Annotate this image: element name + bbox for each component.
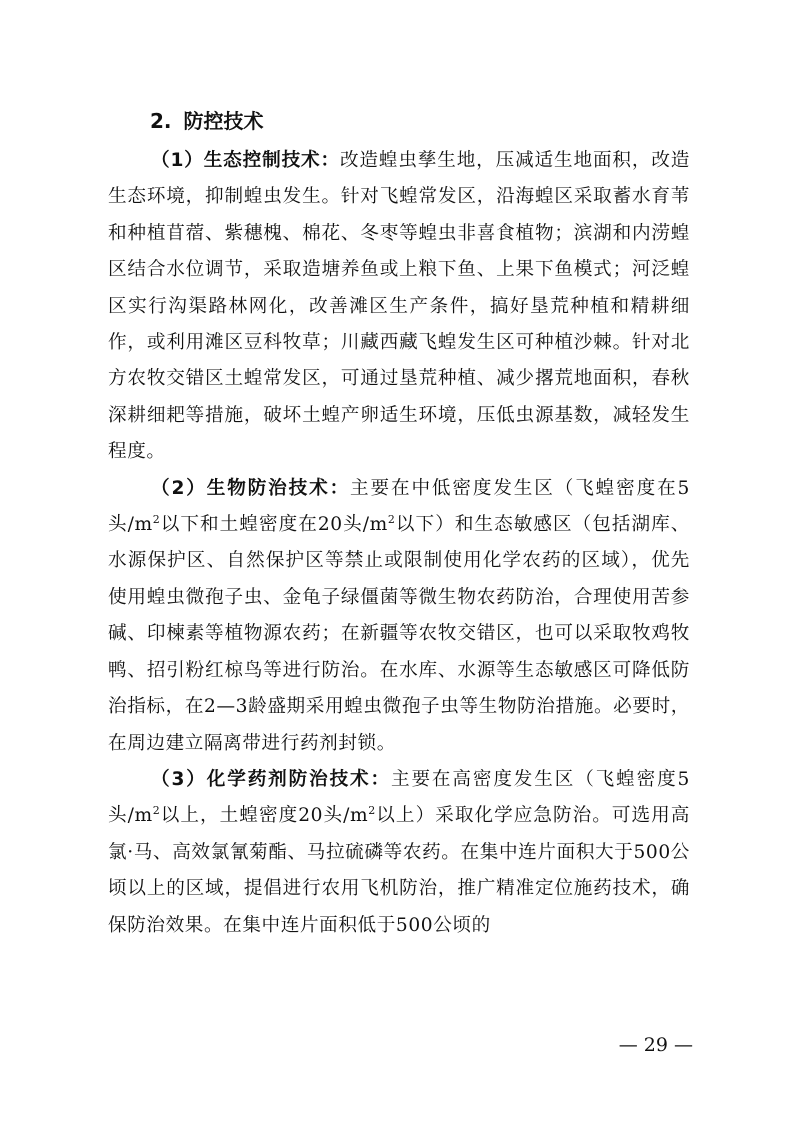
- paragraph-text: 主要在中低密度发生区（飞蝗密度在5头/m: [108, 477, 690, 536]
- paragraph-lead: （1）生态控制技术：: [151, 150, 340, 171]
- page-number: — 29 —: [618, 1034, 693, 1056]
- paragraph-text: 以上，土蝗密度20头/m: [160, 805, 369, 827]
- paragraph-chemical-control: [108, 762, 690, 944]
- paragraph-lead: （2）生物防治技术：: [151, 477, 351, 499]
- paragraph-text: 以下）和生态敏感区（包括湖库、水源保护区、自然保护区等禁止或限制使用化学农药的区域），优先使用蝗虫微孢子虫、金龟子绿僵菌等微生物农药防治，合理使用苦参碱、印楝素等植物源农药；在新疆等农牧交错区，也可以采取牧鸡牧鸭、招引粉红椋鸟等进行防治。在水库、水源等生态敏感区可降低防治指标，在2—3龄盛期采用蝗虫微孢子虫等生物防治措施。必要时，在周边建立隔离带进行药剂封锁。: [108, 514, 690, 754]
- superscript: 2: [152, 804, 161, 818]
- paragraph-text: 主要在高密度发生区（飞蝗密度5头/m: [108, 768, 690, 827]
- section-heading: [150, 106, 264, 136]
- superscript: 2: [387, 513, 396, 527]
- paragraph-ecological-control: [108, 143, 690, 471]
- section-number: 2.: [150, 109, 172, 133]
- paragraph-lead: （3）化学药剂防治技术：: [151, 768, 391, 790]
- paragraph-text: 改造蝗虫孳生地，压减适生地面积，改造生态环境，抑制蝗虫发生。针对飞蝗常发区，沿海蝗区采取蓄水育苇和种植苜蓿、紫穗槐、棉花、冬枣等蝗虫非喜食植物；滨湖和内涝蝗区结合水位调节，采取造塘养鱼或上粮下鱼、上果下鱼模式；河泛蝗区实行沟渠路林网化，改善滩区生产条件，搞好垦荒种植和精耕细作，或利用滩区豆科牧草；川藏西藏飞蝗发生区可种植沙棘。针对北方农牧交错区土蝗常发区，可通过垦荒种植、减少撂荒地面积，春秋深耕细耙等措施，破坏土蝗产卵适生环境，压低虫源基数，减轻发生程度。: [108, 150, 690, 463]
- paragraph-text: 以下和土蝗密度在20头/m: [160, 514, 388, 536]
- superscript: 2: [368, 804, 376, 818]
- document-body: [108, 143, 690, 944]
- paragraph-biological-control: [108, 471, 690, 762]
- paragraph-text: 以上）采取化学应急防治。可选用高氯·马、高效氯氰菊酯、马拉硫磷等农药。在集中连片面积大于500公顷以上的区域，提倡进行农用飞机防治，推广精准定位施药技术，确保防治效果。在集中连片面积低于500公顷的: [108, 805, 690, 936]
- section-title: 防控技术: [183, 109, 264, 133]
- superscript: 2: [152, 513, 161, 527]
